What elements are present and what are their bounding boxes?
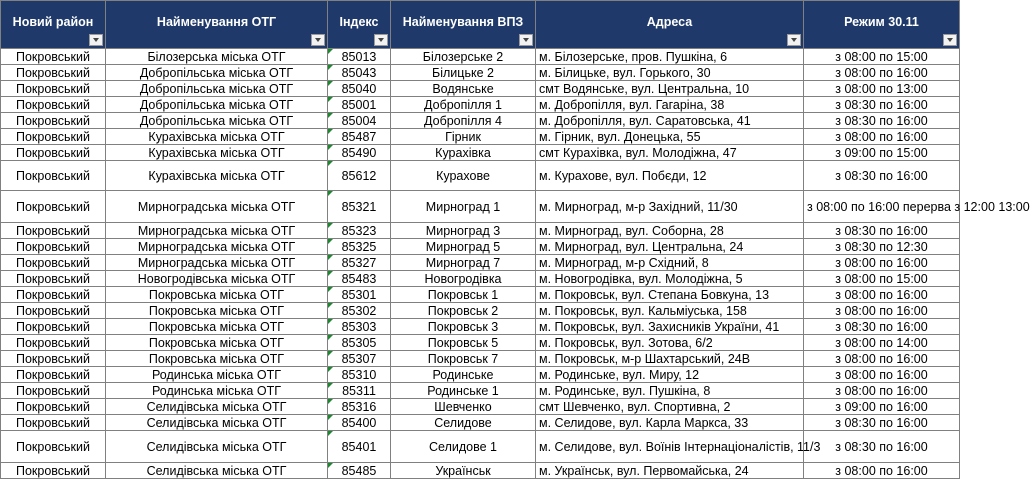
schedule-cell[interactable]: з 08:30 по 16:00	[804, 319, 960, 335]
office-name-cell[interactable]: Покровськ 3	[391, 319, 536, 335]
office-name-cell[interactable]: Білозерське 2	[391, 49, 536, 65]
index-cell[interactable]: 85327	[328, 255, 391, 271]
column-header-label: Індекс	[339, 14, 379, 29]
address-cell[interactable]: м. Гірник, вул. Донецька, 55	[536, 129, 804, 145]
schedule-cell[interactable]: з 08:30 по 16:00	[804, 415, 960, 431]
address-cell[interactable]: смт Водянське, вул. Центральна, 10	[536, 81, 804, 97]
table-row	[1, 431, 960, 463]
office-name-cell[interactable]: Родинське 1	[391, 383, 536, 399]
district-cell[interactable]: Покровський	[1, 239, 106, 255]
table-row	[1, 129, 960, 145]
district-cell[interactable]: Покровський	[1, 145, 106, 161]
community-cell[interactable]: Добропільська міська ОТГ	[106, 97, 328, 113]
index-cell[interactable]: 85301	[328, 287, 391, 303]
address-cell[interactable]: м. Білозерське, пров. Пушкіна, 6	[536, 49, 804, 65]
office-name-cell[interactable]: Курахове	[391, 161, 536, 191]
table-row	[1, 399, 960, 415]
community-cell[interactable]: Новогродівська міська ОТГ	[106, 271, 328, 287]
address-cell[interactable]: м. Мирноград, вул. Центральна, 24	[536, 239, 804, 255]
index-cell[interactable]: 85490	[328, 145, 391, 161]
community-cell[interactable]: Покровська міська ОТГ	[106, 303, 328, 319]
address-cell[interactable]: смт Шевченко, вул. Спортивна, 2	[536, 399, 804, 415]
address-cell[interactable]: м. Мирноград, м-р Західний, 11/30	[536, 191, 804, 223]
column-header-label: Найменування ВПЗ	[402, 14, 524, 29]
table-row	[1, 191, 960, 223]
office-name-cell[interactable]: Українськ	[391, 463, 536, 479]
address-cell[interactable]: м. Білицьке, вул. Горького, 30	[536, 65, 804, 81]
office-name-cell[interactable]: Мирноград 3	[391, 223, 536, 239]
address-cell[interactable]: м. Курахове, вул. Побєди, 12	[536, 161, 804, 191]
table-row	[1, 161, 960, 191]
office-name-cell[interactable]: Покровськ 5	[391, 335, 536, 351]
community-cell[interactable]: Курахівська міська ОТГ	[106, 145, 328, 161]
column-header-district	[1, 1, 106, 49]
table-row	[1, 463, 960, 479]
index-cell[interactable]: 85302	[328, 303, 391, 319]
community-cell[interactable]: Родинська міська ОТГ	[106, 367, 328, 383]
office-name-cell[interactable]: Добропілля 4	[391, 113, 536, 129]
filter-dropdown-icon[interactable]	[374, 34, 388, 46]
community-cell[interactable]: Мирноградська міська ОТГ	[106, 191, 328, 223]
schedule-cell[interactable]: з 08:00 по 16:00	[804, 367, 960, 383]
office-name-cell[interactable]: Селидове	[391, 415, 536, 431]
community-cell[interactable]: Білозерська міська ОТГ	[106, 49, 328, 65]
district-cell[interactable]: Покровський	[1, 65, 106, 81]
district-cell[interactable]: Покровський	[1, 463, 106, 479]
index-cell[interactable]: 85401	[328, 431, 391, 463]
filter-dropdown-icon[interactable]	[519, 34, 533, 46]
community-cell[interactable]: Родинська міська ОТГ	[106, 383, 328, 399]
office-name-cell[interactable]: Водянське	[391, 81, 536, 97]
office-name-cell[interactable]: Курахівка	[391, 145, 536, 161]
schedule-cell[interactable]: з 08:30 по 16:00	[804, 113, 960, 129]
community-cell[interactable]: Добропільська міська ОТГ	[106, 65, 328, 81]
schedule-cell[interactable]: з 08:30 по 16:00	[804, 161, 960, 191]
schedule-cell[interactable]: з 08:00 по 16:00	[804, 287, 960, 303]
schedule-cell[interactable]: з 08:00 по 16:00	[804, 383, 960, 399]
index-cell[interactable]: 85612	[328, 161, 391, 191]
table-row	[1, 49, 960, 65]
address-cell[interactable]: м. Родинське, вул. Пушкіна, 8	[536, 383, 804, 399]
district-cell[interactable]: Покровський	[1, 129, 106, 145]
community-cell[interactable]: Селидівська міська ОТГ	[106, 463, 328, 479]
schedule-cell[interactable]: з 08:00 по 16:00	[804, 255, 960, 271]
community-cell[interactable]: Селидівська міська ОТГ	[106, 431, 328, 463]
district-cell[interactable]: Покровський	[1, 367, 106, 383]
index-cell[interactable]: 85310	[328, 367, 391, 383]
table-row	[1, 81, 960, 97]
community-cell[interactable]: Мирноградська міська ОТГ	[106, 223, 328, 239]
table-row	[1, 319, 960, 335]
schedule-cell[interactable]: з 08:00 по 16:00	[804, 351, 960, 367]
table-row	[1, 145, 960, 161]
schedule-cell[interactable]: з 08:30 по 16:00	[804, 431, 960, 463]
table-row	[1, 415, 960, 431]
office-name-cell[interactable]: Мирноград 5	[391, 239, 536, 255]
schedule-cell[interactable]: з 08:00 по 16:00	[804, 65, 960, 81]
schedule-cell[interactable]: з 08:00 по 16:00	[804, 463, 960, 479]
office-name-cell[interactable]: Мирноград 7	[391, 255, 536, 271]
index-cell[interactable]: 85311	[328, 383, 391, 399]
index-cell[interactable]: 85400	[328, 415, 391, 431]
district-cell[interactable]: Покровський	[1, 97, 106, 113]
index-cell[interactable]: 85013	[328, 49, 391, 65]
district-cell[interactable]: Покровський	[1, 431, 106, 463]
office-name-cell[interactable]: Гірник	[391, 129, 536, 145]
address-cell[interactable]: м. Покровськ, м-р Шахтарський, 24В	[536, 351, 804, 367]
address-cell[interactable]: м. Покровськ, вул. Кальміуська, 158	[536, 303, 804, 319]
district-cell[interactable]: Покровський	[1, 161, 106, 191]
column-header-label: Режим 30.11	[844, 14, 919, 29]
district-cell[interactable]: Покровський	[1, 287, 106, 303]
column-header-schedule	[804, 1, 960, 49]
district-cell[interactable]: Покровський	[1, 81, 106, 97]
community-cell[interactable]: Покровська міська ОТГ	[106, 335, 328, 351]
community-cell[interactable]: Селидівська міська ОТГ	[106, 399, 328, 415]
schedule-cell[interactable]: з 08:00 по 15:00	[804, 271, 960, 287]
address-cell[interactable]: м. Мирноград, м-р Східний, 8	[536, 255, 804, 271]
office-name-cell[interactable]: Покровськ 1	[391, 287, 536, 303]
district-cell[interactable]: Покровський	[1, 351, 106, 367]
district-cell[interactable]: Покровський	[1, 415, 106, 431]
table-row	[1, 303, 960, 319]
filter-dropdown-icon[interactable]	[311, 34, 325, 46]
table-row	[1, 97, 960, 113]
address-cell[interactable]: м. Селидове, вул. Воїнів Інтернаціоналістів, 11/3	[536, 431, 804, 463]
schedule-cell[interactable]: з 09:00 по 16:00	[804, 399, 960, 415]
column-header-label: Адреса	[646, 14, 693, 29]
district-cell[interactable]: Покровський	[1, 113, 106, 129]
address-cell[interactable]: м. Покровськ, вул. Степана Бовкуна, 13	[536, 287, 804, 303]
community-cell[interactable]: Курахівська міська ОТГ	[106, 129, 328, 145]
community-cell[interactable]: Курахівська міська ОТГ	[106, 161, 328, 191]
district-cell[interactable]: Покровський	[1, 383, 106, 399]
address-cell[interactable]: м. Українськ, вул. Первомайська, 24	[536, 463, 804, 479]
schedule-cell[interactable]: з 08:00 по 13:00	[804, 81, 960, 97]
index-cell[interactable]: 85316	[328, 399, 391, 415]
district-cell[interactable]: Покровський	[1, 271, 106, 287]
schedule-cell[interactable]: з 08:30 по 16:00	[804, 223, 960, 239]
address-cell[interactable]: м. Новогродівка, вул. Молодіжна, 5	[536, 271, 804, 287]
district-cell[interactable]: Покровський	[1, 49, 106, 65]
district-cell[interactable]: Покровський	[1, 223, 106, 239]
column-header-address	[536, 1, 804, 49]
index-cell[interactable]: 85043	[328, 65, 391, 81]
office-name-cell[interactable]: Родинське	[391, 367, 536, 383]
table-row	[1, 287, 960, 303]
office-name-cell[interactable]: Новогродівка	[391, 271, 536, 287]
address-cell[interactable]: смт Курахівка, вул. Молодіжна, 47	[536, 145, 804, 161]
schedule-cell[interactable]: з 08:00 по 14:00	[804, 335, 960, 351]
index-cell[interactable]: 85004	[328, 113, 391, 129]
district-cell[interactable]: Покровський	[1, 303, 106, 319]
office-name-cell[interactable]: Шевченко	[391, 399, 536, 415]
schedule-cell[interactable]: з 08:30 по 12:30	[804, 239, 960, 255]
table-row	[1, 255, 960, 271]
district-cell[interactable]: Покровський	[1, 319, 106, 335]
community-cell[interactable]: Селидівська міська ОТГ	[106, 415, 328, 431]
filter-dropdown-icon[interactable]	[89, 34, 103, 46]
address-cell[interactable]: м. Добропілля, вул. Гагаріна, 38	[536, 97, 804, 113]
schedule-cell[interactable]: з 08:00 по 15:00	[804, 49, 960, 65]
community-cell[interactable]: Добропільська міська ОТГ	[106, 113, 328, 129]
schedule-cell[interactable]: з 08:30 по 16:00	[804, 97, 960, 113]
district-cell[interactable]: Покровський	[1, 191, 106, 223]
index-cell[interactable]: 85487	[328, 129, 391, 145]
table-row	[1, 223, 960, 239]
address-cell[interactable]: м. Покровськ, вул. Захисників України, 41	[536, 319, 804, 335]
table-row	[1, 383, 960, 399]
community-cell[interactable]: Покровська міська ОТГ	[106, 319, 328, 335]
schedule-cell[interactable]: з 08:00 по 16:00	[804, 129, 960, 145]
index-cell[interactable]: 85001	[328, 97, 391, 113]
office-name-cell[interactable]: Білицьке 2	[391, 65, 536, 81]
table-row	[1, 367, 960, 383]
address-cell[interactable]: м. Родинське, вул. Миру, 12	[536, 367, 804, 383]
column-header-label: Найменування ОТГ	[156, 14, 277, 29]
schedule-cell[interactable]: з 09:00 по 15:00	[804, 145, 960, 161]
index-cell[interactable]: 85325	[328, 239, 391, 255]
schedule-cell[interactable]: з 08:00 по 16:00	[804, 303, 960, 319]
index-cell[interactable]: 85305	[328, 335, 391, 351]
community-cell[interactable]: Мирноградська міська ОТГ	[106, 255, 328, 271]
district-cell[interactable]: Покровський	[1, 335, 106, 351]
community-cell[interactable]: Покровська міська ОТГ	[106, 351, 328, 367]
index-cell[interactable]: 85040	[328, 81, 391, 97]
table-row	[1, 335, 960, 351]
address-cell[interactable]: м. Добропілля, вул. Саратовська, 41	[536, 113, 804, 129]
office-name-cell[interactable]: Покровськ 2	[391, 303, 536, 319]
filter-dropdown-icon[interactable]	[943, 34, 957, 46]
table-row	[1, 271, 960, 287]
index-cell[interactable]: 85303	[328, 319, 391, 335]
index-cell[interactable]: 85483	[328, 271, 391, 287]
table-row	[1, 65, 960, 81]
address-cell[interactable]: м. Селидове, вул. Карла Маркса, 33	[536, 415, 804, 431]
community-cell[interactable]: Добропільська міська ОТГ	[106, 81, 328, 97]
header-row	[1, 1, 960, 49]
table-row	[1, 113, 960, 129]
office-name-cell[interactable]: Добропілля 1	[391, 97, 536, 113]
community-cell[interactable]: Покровська міська ОТГ	[106, 287, 328, 303]
column-header-label: Новий район	[12, 14, 94, 29]
index-cell[interactable]: 85485	[328, 463, 391, 479]
index-cell[interactable]: 85323	[328, 223, 391, 239]
district-cell[interactable]: Покровський	[1, 255, 106, 271]
office-name-cell[interactable]: Мирноград 1	[391, 191, 536, 223]
filter-dropdown-icon[interactable]	[787, 34, 801, 46]
district-cell[interactable]: Покровський	[1, 399, 106, 415]
column-header-index	[328, 1, 391, 49]
index-cell[interactable]: 85321	[328, 191, 391, 223]
address-cell[interactable]: м. Мирноград, вул. Соборна, 28	[536, 223, 804, 239]
table-row	[1, 351, 960, 367]
index-cell[interactable]: 85307	[328, 351, 391, 367]
office-name-cell[interactable]: Покровськ 7	[391, 351, 536, 367]
column-header-community	[106, 1, 328, 49]
community-cell[interactable]: Мирноградська міська ОТГ	[106, 239, 328, 255]
table-row	[1, 239, 960, 255]
column-header-office-name	[391, 1, 536, 49]
schedule-cell[interactable]: з 08:00 по 16:00 перерва з 12:00 13:00	[804, 191, 960, 223]
address-cell[interactable]: м. Покровськ, вул. Зотова, 6/2	[536, 335, 804, 351]
office-name-cell[interactable]: Селидове 1	[391, 431, 536, 463]
